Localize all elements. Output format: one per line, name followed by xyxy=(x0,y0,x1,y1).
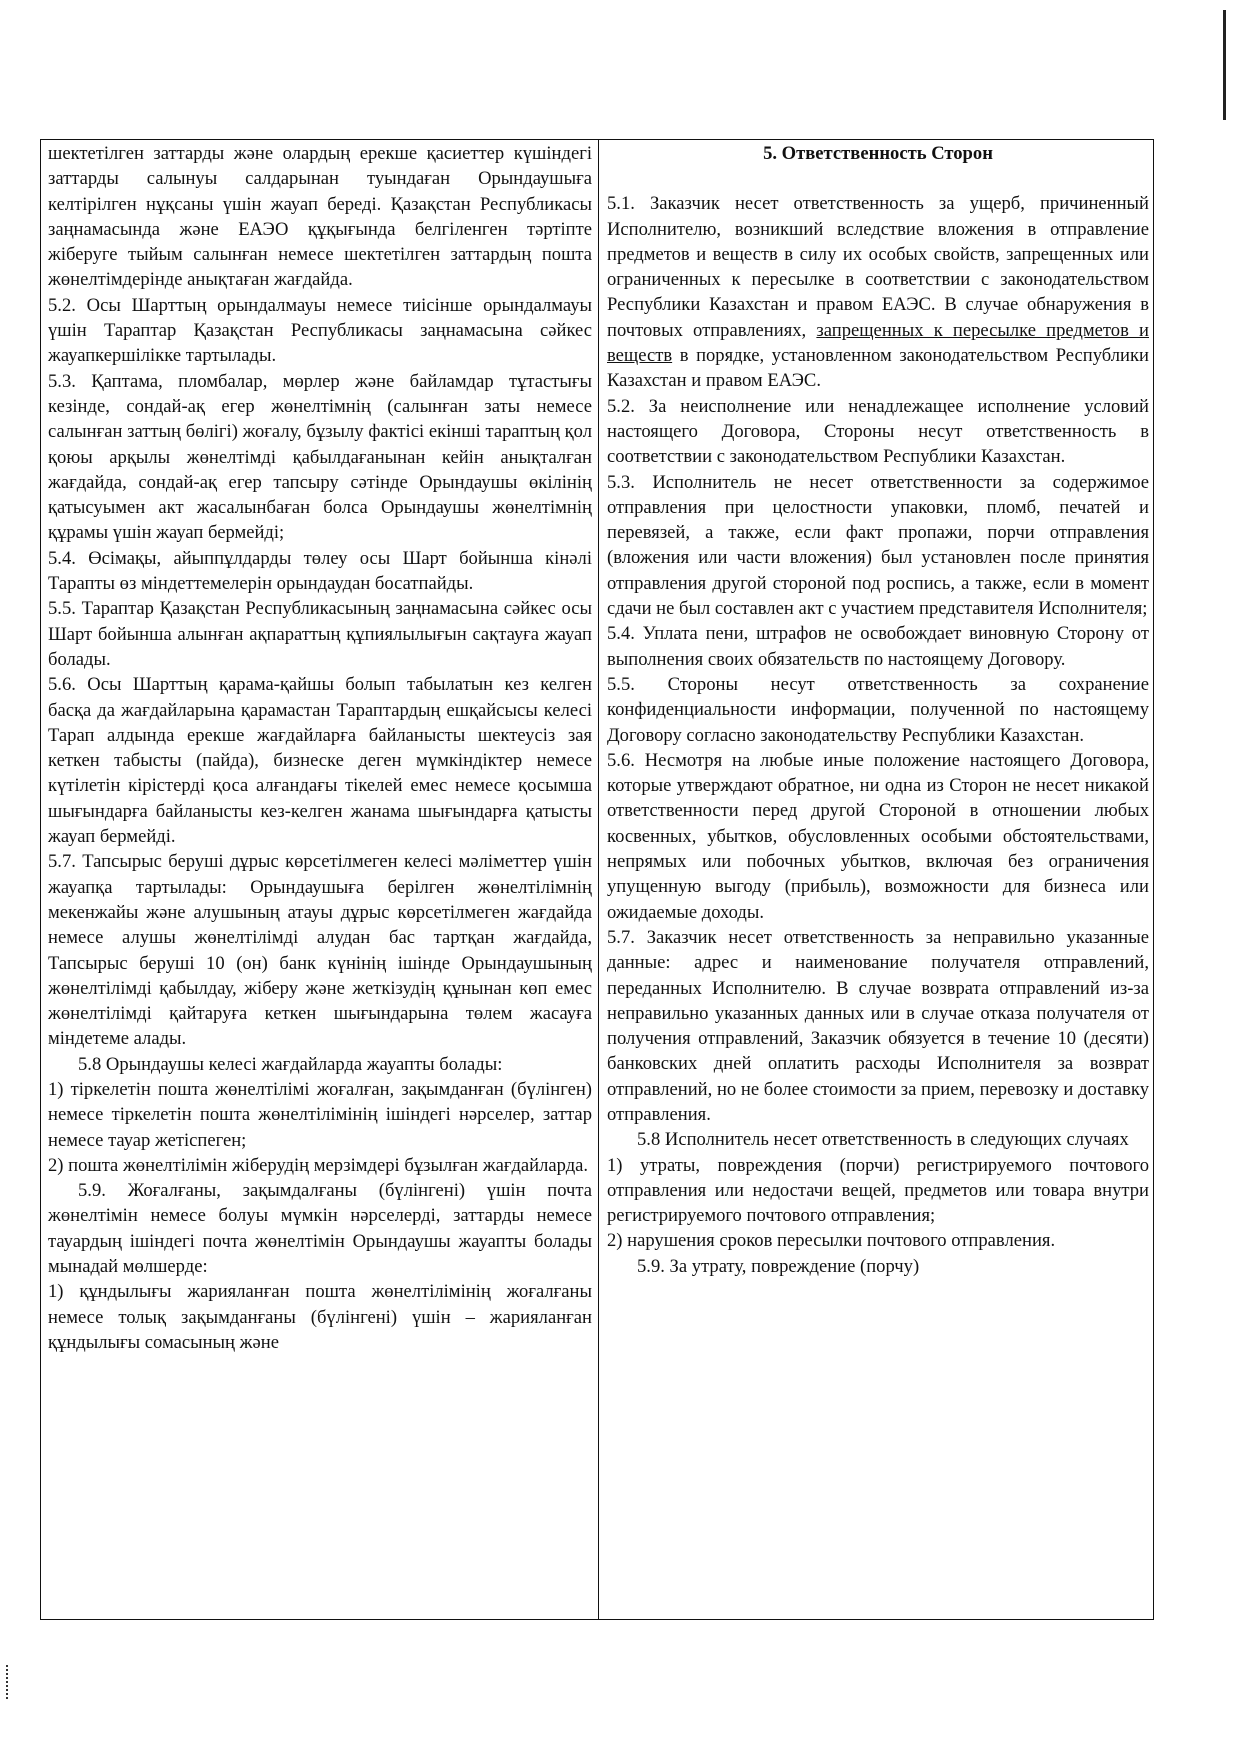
ru-clause-5-3: 5.3. Исполнитель не несет ответственности за содержимое отправления при целостности упаковки, пломб, печатей и перевязей, а также, если факт пропажи, порчи отправления (вложения или части вложения) был установлен после принятия отправления другой стороной под роспись, а также, если в момент сдачи не был составлен акт с участием представителя Исполнителя; xyxy=(607,471,1149,620)
kz-clause-5-8-item-2: 2) пошта жөнелтілімін жіберудің мерзімдері бұзылған жағдайларда. xyxy=(48,1154,589,1176)
kz-clause-5-5: 5.5. Тараптар Қазақстан Республикасының заңнамасына сәйкес осы Шарт бойынша алынған ақпараттың құпиялылығын сақтауға жауап болады. xyxy=(48,598,592,670)
bilingual-contract-table xyxy=(40,139,1154,1620)
ru-clause-5-1-underlined: запрещенных к пересылке предметов и веществ xyxy=(607,319,1149,367)
ru-clause-5-1-text: 5.1. Заказчик несет ответственность за ущерб, причиненный Исполнителю, возникший вследствие вложения в отправление предметов и веществ в силу их особых свойств, запрещенных или ограниченных к пересылке в соответствии с законодательством Республики Казахстан и правом ЕАЭС. В случае обнаружения в почтовых отправлениях, xyxy=(607,193,1149,341)
ru-clause-5-6: 5.6. Несмотря на любые иные положение настоящего Договора, которые утверждают обратное, ни одна из Сторон не несет никакой ответственности перед другой Стороной в отношении любых косвенных, убытков, обусловленных особыми обстоятельствами, непрямых или побочных убытков, включая без ограничения упущенную выгоду (прибыль), возможности для бизнеса или ожидаемые доходы. xyxy=(607,749,1149,923)
kz-clause-5-9: 5.9. Жоғалғаны, зақымдалғаны (бүлінгені) үшін почта жөнелтімін немесе болуы мүмкін нәрселерді, заттарды немесе тауардың ішіндегі почта жөнелтімін Орындаушы жауапты болады мынадай мөлшерде: xyxy=(48,1180,592,1278)
scan-margin-dots xyxy=(6,1665,10,1699)
ru-clause-5-8-item-2: 2) нарушения сроков пересылки почтового отправления. xyxy=(607,1230,1056,1252)
kz-clause-5-9-item-1: 1) құндылығы жарияланған пошта жөнелтілімінің жоғалғаны немесе толық зақымданғаны (бүлінгені) үшін – жарияланған құндылығы сомасының және xyxy=(48,1281,592,1353)
kazakh-column xyxy=(41,140,598,1619)
section-heading: 5. Ответственность Сторон xyxy=(763,143,993,164)
ru-clause-5-1 xyxy=(607,191,1149,393)
scan-edge-mark xyxy=(1223,10,1226,120)
ru-clause-5-1-tail: в порядке, установленном законодательством Республики Казахстан и правом ЕАЭС. xyxy=(607,345,1149,392)
kz-clause-5-2: 5.2. Осы Шарттың орындалмауы немесе тиісінше орындалмауы үшін Тараптар Қазақстан Республикасы заңнамасына сәйкес жауапкершілікке тартылады. xyxy=(48,294,592,367)
kz-clause-5-7: 5.7. Тапсырыс беруші дұрыс көрсетілмеген келесі мәліметтер үшін жауапқа тартылады: Орындаушыға берілген жөнелтілімнің мекенжайы және алушының атауы дұрыс көрсетілмеген жағдайда немесе алушы жөнелтілімді алудан бас тартқан жағдайда, Тапсырыс беруші 10 (он) банк күнінің ішінде Орындаушының жөнелтілімді қабылдау, жіберу және жеткізудің құнынан көп емес жөнелтілімді қайтаруға кеткен шығындарына төлем жасауға міндетеме алады. xyxy=(48,851,592,1050)
kz-clause-5-4: 5.4. Өсімақы, айыппұлдарды төлеу осы Шарт бойынша кінәлі Тарапты өз міндеттемелерін орындаудан босатпайды. xyxy=(48,547,592,595)
ru-clause-5-8-item-1: 1) утраты, повреждения (порчи) регистрируемого почтового отправления или недостачи вещей, предметов или товара внутри регистрируемого почтового отправления; xyxy=(607,1154,1149,1227)
ru-clause-5-7: 5.7. Заказчик несет ответственность за неправильно указанные данные: адрес и наименование получателя отправлений, переданных Исполнителю. В случае возврата отправлений из-за неправильно указанных данных или в случае отказа получателя от получения отправлений, Заказчик обязуется в течение 10 (десяти) банковских дней оплатить расходы Исполнителя за возврат отправлений, но не более стоимости за прием, перевозку и доставку отправления. xyxy=(607,926,1149,1125)
kz-clause-5-3: 5.3. Қаптама, пломбалар, мөрлер және байламдар тұтастығы кезінде, сондай-ақ егер жөнелтімнің (салынған заты немесе салынған заттың бөлігі) жоғалу, бұзылу фактісі екінші тараптың қол қоюы арқылы жөнелтімді қабылдағанынан кейін анықталған жағдайда, сондай-ақ егер тапсыру сәтінде Орындаушы өкілінің қатысуымен акт жасалынбаған болса Орындаушы жөнелтімнің құрамы үшін жауап бермейді; xyxy=(48,370,592,544)
ru-clause-5-4: 5.4. Уплата пени, штрафов не освобождает виновную Сторону от выполнения своих обязательств по настоящему Договору. xyxy=(607,623,1149,670)
ru-clause-5-9: 5.9. За утрату, повреждение (порчу) xyxy=(637,1255,920,1277)
ru-clause-5-2: 5.2. За неисполнение или ненадлежащее исполнение условий настоящего Договора, Стороны несут ответственность в соответствии с законодательством Республики Казахстан. xyxy=(607,395,1149,468)
kz-clause-5-6: 5.6. Осы Шарттың қарама-қайшы болып табылатын кез келген басқа да жағдайларына қарамастан Тараптардың ешқайсысы келесі Тарап алдында ерекше жағдайларға байланысты шектеусіз зая кеткен табысты (пайда), бизнеске деген мүмкіндіктер немесе күтілетін кірістерді қоса алғандағы тікелей емес немесе қосымша шығындарға байланысты кез-келген жанама шығындарға қатысты жауап бермейді. xyxy=(48,674,592,848)
russian-column xyxy=(599,140,1155,1619)
kz-paragraph-continuation: шектетілген заттарды және олардың ерекше қасиеттер күшіндегі заттарды салынуы салдарынан туындаған Орындаушыға келтірілген нұқсаны үшін жауап береді. Қазақстан Республикасы заңнамасында және ЕАЭО құқығында белгіленген тәртіпте жіберуге тыйым салынған немесе шектетілген заттардың пошта жөнелтімдерінде анықтаған жағдайда. xyxy=(48,143,592,291)
ru-clause-5-8: 5.8 Исполнитель несет ответственность в следующих случаях xyxy=(637,1129,1129,1151)
heading-spacer xyxy=(607,166,1149,191)
kz-clause-5-8: 5.8 Орындаушы келесі жағдайларда жауапты болады: xyxy=(78,1053,503,1075)
ru-clause-5-5: 5.5. Стороны несут ответственность за сохранение конфиденциальности информации, полученной по настоящему Договору согласно законодательству Республики Казахстан. xyxy=(607,673,1149,746)
kz-clause-5-8-item-1: 1) тіркелетін пошта жөнелтілімі жоғалған, зақымданған (бүлінген) немесе тіркелетін пошта жөнелтілімінің ішіндегі нәрселер, заттар немесе тауар жетіспеген; xyxy=(48,1078,592,1151)
